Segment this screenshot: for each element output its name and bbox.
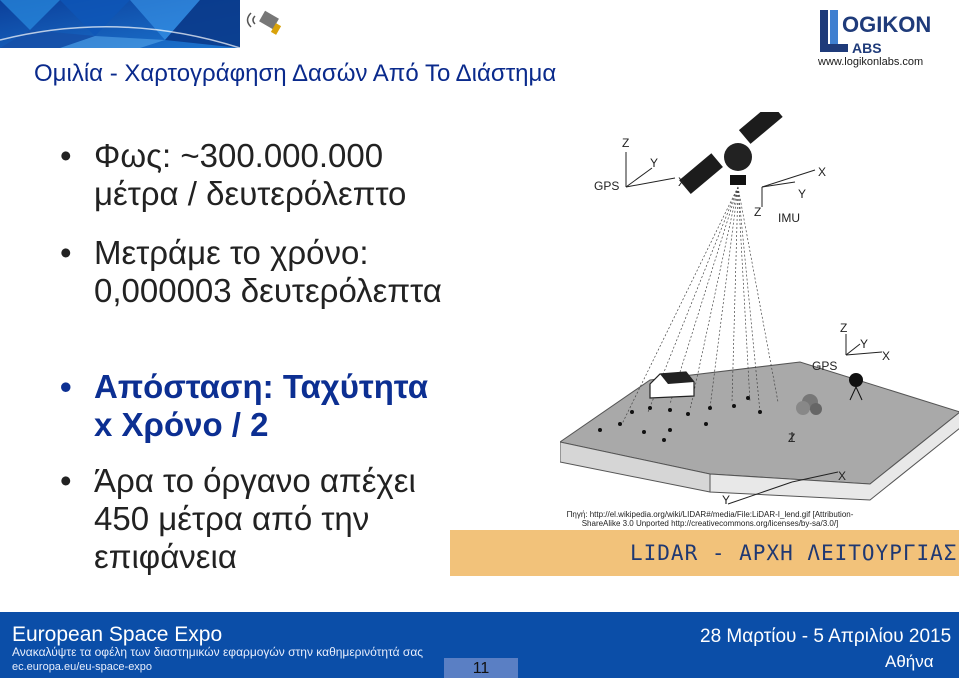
- axis-y-label: Y: [798, 187, 807, 201]
- axis-x-label: X: [882, 349, 891, 363]
- axis-x-label: X: [838, 469, 847, 483]
- svg-text:OGIKON: OGIKON: [842, 12, 932, 37]
- bullet-dot-icon: •: [60, 368, 72, 405]
- footer-subtitle: Ανακαλύψτε τα οφέλη των διαστημικών εφαρμογών στην καθημερινότητά σας: [12, 645, 424, 659]
- lidar-diagram: [560, 112, 959, 517]
- footer-city: Αθήνα: [885, 652, 934, 671]
- imu-label: IMU: [778, 211, 800, 225]
- footer-url[interactable]: ec.europa.eu/eu-space-expo: [12, 661, 153, 673]
- bullet-dot-icon: •: [60, 234, 72, 271]
- logikon-labs-logo: [818, 8, 938, 58]
- page-number: 11: [472, 660, 490, 677]
- page-title: Ομιλία - Χαρτογράφηση Δασών Από Το Διάστημα: [34, 60, 557, 87]
- bullet-text: Άρα το όργανο απέχει 450 μέτρα από την επιφάνεια: [94, 462, 416, 575]
- image-source-credit: Πηγή: http://el.wikipedia.org/wiki/LIDAR#/media/File:LiDAR-I_lend.gif [Attribution-ShareAlike 3.0 Unported http://creativecommons.org/licenses/by-sa/3.0/]: [566, 510, 854, 528]
- axis-y-label: Y: [860, 337, 869, 351]
- footer-title: European Space Expo: [12, 623, 223, 646]
- axis-z-label: Z: [754, 205, 762, 219]
- gps-right-label: GPS: [812, 359, 838, 373]
- bullet-text: Απόσταση: Ταχύτητα x Χρόνο / 2: [94, 368, 428, 443]
- logo-url: www.logikonlabs.com: [818, 56, 924, 68]
- axis-z-label: Z: [840, 321, 848, 335]
- globe-satellite-banner-icon: [0, 0, 340, 48]
- gps-top-label: GPS: [594, 179, 620, 193]
- axis-z-label: Z: [622, 136, 630, 150]
- axis-x-label: X: [818, 165, 827, 179]
- bullet-dot-icon: •: [60, 462, 72, 499]
- bullet-dot-icon: •: [60, 137, 72, 174]
- bullet-text: Μετράμε το χρόνο: 0,000003 δευτερόλεπτα: [94, 234, 442, 309]
- footer-date: 28 Μαρτίου - 5 Απριλίου 2015: [700, 626, 952, 647]
- svg-text:ABS: ABS: [852, 40, 882, 56]
- caption-text: LIDAR - ΑΡΧΗ ΛΕΙΤΟΥΡΓΙΑΣ: [630, 541, 958, 565]
- axes-satellite: [762, 170, 815, 207]
- bullet-text: Φως: ~300.000.000 μέτρα / δευτερόλεπτο: [94, 137, 407, 212]
- axis-y-label: Y: [650, 156, 659, 170]
- house-icon: [650, 372, 694, 398]
- satellite-icon: [679, 112, 782, 194]
- axis-z-label: Z: [788, 431, 796, 445]
- axis-x-label: X: [678, 175, 687, 189]
- axis-y-label: Y: [722, 493, 731, 507]
